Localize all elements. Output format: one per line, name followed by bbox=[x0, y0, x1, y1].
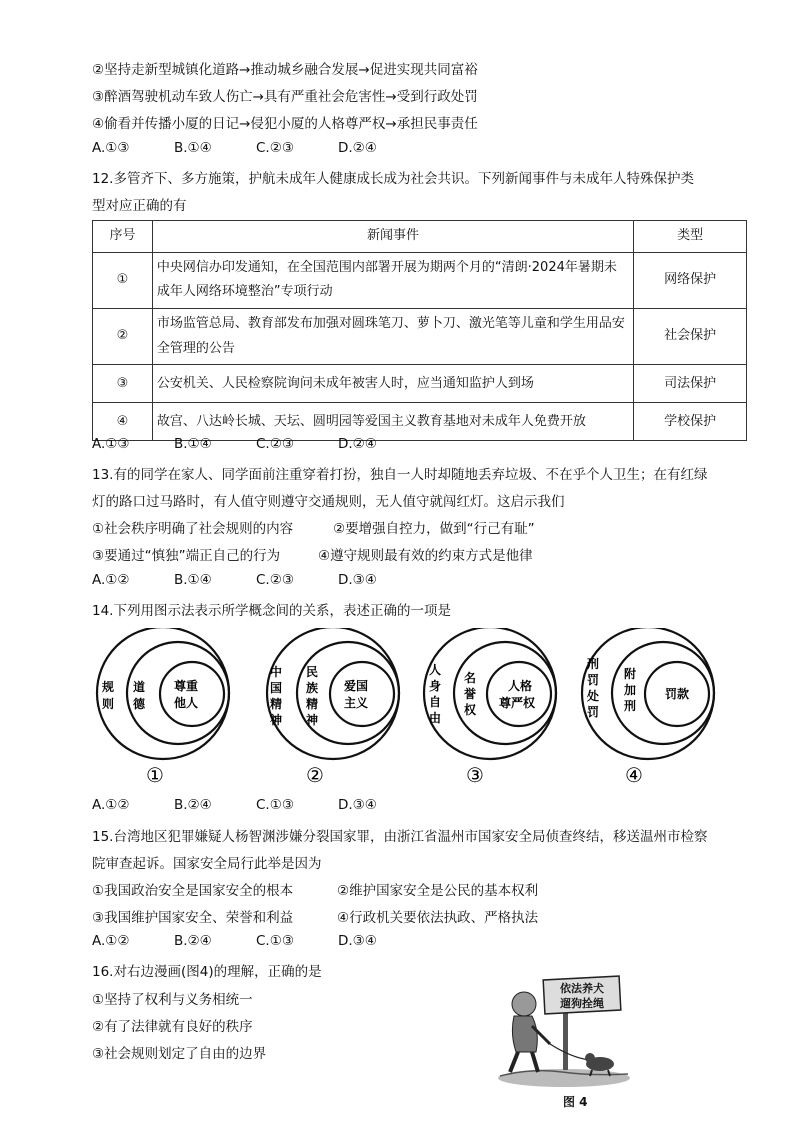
diagram-4-outer-char: 罚 bbox=[587, 673, 600, 687]
diagram-3-middle-char: 誉 bbox=[464, 687, 477, 701]
table-row bbox=[93, 365, 747, 403]
diagram-3-outer-char: 身 bbox=[429, 679, 442, 693]
diagram-4-outer-char: 刑 bbox=[587, 657, 600, 671]
header-type: 类型 bbox=[634, 221, 747, 253]
prev-item-4: ④偷看并传播小厦的日记→侵犯小厦的人格尊严权→承担民事责任 bbox=[92, 116, 478, 132]
q11-option-b[interactable]: B.①④ bbox=[174, 140, 212, 156]
row-type: 网络保护 bbox=[634, 252, 747, 308]
diagram-2-outer-char: 神 bbox=[270, 713, 283, 727]
diagram-2 bbox=[267, 628, 399, 787]
header-event: 新闻事件 bbox=[152, 221, 633, 253]
diagram-3-inner-line: 人格 bbox=[508, 679, 533, 693]
diagram-3-outer-char: 人 bbox=[429, 663, 442, 677]
diagram-2-outer-char: 中 bbox=[270, 665, 283, 679]
q15-option-c[interactable]: C.①③ bbox=[256, 933, 294, 949]
diagram-4-outer-char: 处 bbox=[587, 689, 600, 703]
q13-option-b[interactable]: B.①④ bbox=[174, 572, 212, 588]
q12-option-b[interactable]: B.①④ bbox=[174, 436, 212, 452]
q12-option-c[interactable]: C.②③ bbox=[256, 436, 294, 452]
q13-options bbox=[92, 572, 420, 588]
diagram-3-middle-char: 权 bbox=[464, 703, 477, 717]
diagram-2-outer-char: 精 bbox=[270, 697, 283, 711]
q11-option-c[interactable]: C.②③ bbox=[256, 140, 294, 156]
diagram-1 bbox=[97, 628, 229, 787]
diagram-1-middle-char: 德 bbox=[133, 697, 146, 711]
q15-option-b[interactable]: B.②④ bbox=[174, 933, 212, 949]
diagram-4 bbox=[582, 628, 714, 787]
diagram-3 bbox=[424, 628, 556, 787]
row-no: ① bbox=[93, 252, 153, 308]
q11-options bbox=[92, 140, 420, 156]
q15-stem-line1: 15.台湾地区犯罪嫌疑人杨智渊涉嫌分裂国家罪，由浙江省温州市国家安全局侦查终结，移送温州市检察 bbox=[92, 829, 708, 845]
diagram-4-number: ④ bbox=[625, 763, 643, 787]
q16-item-1: ①坚持了权利与义务相统一 bbox=[92, 992, 253, 1008]
q13-item-4: ④遵守规则最有效的约束方式是他律 bbox=[318, 548, 533, 564]
diagram-2-inner-line: 爱国 bbox=[344, 679, 369, 693]
q15-stem-line2: 院审查起诉。国家安全局行此举是因为 bbox=[92, 856, 322, 872]
diagram-4-inner-line: 罚款 bbox=[665, 687, 690, 701]
row-no: ② bbox=[93, 309, 153, 365]
q12-stem-line1: 12.多管齐下、多方施策，护航未成年人健康成长成为社会共识。下列新闻事件与未成年人特殊保护类 bbox=[92, 171, 694, 187]
comic-illustration bbox=[492, 972, 632, 1090]
q12-news-table bbox=[92, 220, 747, 441]
q13-option-c[interactable]: C.②③ bbox=[256, 572, 294, 588]
q13-item-3: ③要通过“慎独”端正自己的行为 bbox=[92, 548, 281, 564]
q16-stem: 16.对右边漫画(图4)的理解，正确的是 bbox=[92, 964, 322, 980]
q13-stem-line1: 13.有的同学在家人、同学面前注重穿着打扮，独自一人时却随地丢弃垃圾、不在乎个人卫生；在有红绿 bbox=[92, 467, 708, 483]
row-event: 市场监管总局、教育部发布加强对圆珠笔刀、萝卜刀、激光笔等儿童和学生用品安全管理的公告 bbox=[152, 309, 633, 365]
diagram-1-number: ① bbox=[146, 763, 164, 787]
q11-option-d[interactable]: D.②④ bbox=[338, 140, 377, 156]
row-no: ③ bbox=[93, 365, 153, 403]
prev-item-2: ②坚持走新型城镇化道路→推动城乡融合发展→促进实现共同富裕 bbox=[92, 62, 478, 78]
diagram-3-number: ③ bbox=[466, 763, 484, 787]
q14-concept-diagrams bbox=[88, 628, 728, 788]
diagram-4-middle-char: 附 bbox=[624, 667, 637, 681]
q14-option-a[interactable]: A.①② bbox=[92, 797, 130, 813]
diagram-3-middle-char: 名 bbox=[464, 671, 477, 685]
q12-option-a[interactable]: A.①③ bbox=[92, 436, 130, 452]
diagram-3-outer-char: 由 bbox=[429, 711, 442, 725]
diagram-2-middle-char: 精 bbox=[306, 697, 319, 711]
comic-sign-line1: 依法养犬 bbox=[560, 982, 604, 995]
q15-item-3: ③我国维护国家安全、荣誉和利益 bbox=[92, 910, 294, 926]
table-header-row bbox=[93, 221, 747, 253]
diagram-2-outer-char: 国 bbox=[270, 681, 283, 695]
diagram-2-middle-char: 民 bbox=[306, 665, 319, 679]
q15-item-2: ②维护国家安全是公民的基本权利 bbox=[337, 883, 539, 899]
q15-item-1: ①我国政治安全是国家安全的根本 bbox=[92, 883, 294, 899]
q14-stem: 14.下列用图示法表示所学概念间的关系，表述正确的一项是 bbox=[92, 603, 451, 619]
q15-option-d[interactable]: D.③④ bbox=[338, 933, 377, 949]
table-row bbox=[93, 252, 747, 308]
q11-option-a[interactable]: A.①③ bbox=[92, 140, 130, 156]
comic-caption: 图 4 bbox=[563, 1095, 588, 1109]
diagram-3-outer-char: 自 bbox=[429, 695, 442, 709]
row-event: 故宫、八达岭长城、天坛、圆明园等爱国主义教育基地对未成年人免费开放 bbox=[152, 403, 633, 441]
row-type: 学校保护 bbox=[634, 403, 747, 441]
diagram-2-number: ② bbox=[306, 763, 324, 787]
q13-item-2: ②要增强自控力，做到“行己有耻” bbox=[333, 521, 535, 537]
row-type: 司法保护 bbox=[634, 365, 747, 403]
row-event: 公安机关、人民检察院询问未成年被害人时，应当通知监护人到场 bbox=[152, 365, 633, 403]
diagram-2-inner-line: 主义 bbox=[344, 696, 369, 710]
q14-option-d[interactable]: D.③④ bbox=[338, 797, 377, 813]
table-row bbox=[93, 309, 747, 365]
q14-option-c[interactable]: C.①③ bbox=[256, 797, 294, 813]
diagram-3-inner-line: 尊严权 bbox=[499, 696, 536, 710]
q12-option-d[interactable]: D.②④ bbox=[338, 436, 377, 452]
header-no: 序号 bbox=[93, 221, 153, 253]
q15-options bbox=[92, 933, 420, 949]
row-event: 中央网信办印发通知，在全国范围内部署开展为期两个月的“清朗·2024年暑期未成年人网络环境整治”专项行动 bbox=[152, 252, 633, 308]
diagram-2-middle-char: 神 bbox=[306, 713, 319, 727]
q15-option-a[interactable]: A.①② bbox=[92, 933, 130, 949]
q14-option-b[interactable]: B.②④ bbox=[174, 797, 212, 813]
q12-options bbox=[92, 436, 420, 452]
q15-item-4: ④行政机关要依法执政、严格执法 bbox=[337, 910, 539, 926]
q13-option-d[interactable]: D.③④ bbox=[338, 572, 377, 588]
row-type: 社会保护 bbox=[634, 309, 747, 365]
diagram-4-outer-char: 罚 bbox=[587, 705, 600, 719]
diagram-4-middle-char: 刑 bbox=[624, 699, 637, 713]
diagram-2-middle-char: 族 bbox=[306, 681, 319, 695]
q14-options bbox=[92, 797, 420, 813]
q13-item-1: ①社会秩序明确了社会规则的内容 bbox=[92, 521, 294, 537]
diagram-4-middle-char: 加 bbox=[624, 683, 637, 697]
comic-sign-line2: 遛狗拴绳 bbox=[560, 997, 604, 1010]
diagram-1-outer-char: 规 bbox=[102, 680, 115, 694]
q13-option-a[interactable]: A.①② bbox=[92, 572, 130, 588]
q13-stem-line2: 灯的路口过马路时，有人值守则遵守交通规则，无人值守就闯红灯。这启示我们 bbox=[92, 494, 565, 510]
q16-item-2: ②有了法律就有良好的秩序 bbox=[92, 1019, 253, 1035]
q16-item-3: ③社会规则划定了自由的边界 bbox=[92, 1046, 267, 1062]
row-no: ④ bbox=[93, 403, 153, 441]
diagram-1-inner-line: 尊重 bbox=[174, 679, 199, 693]
diagram-1-inner-line: 他人 bbox=[174, 696, 199, 710]
prev-item-3: ③醉酒驾驶机动车致人伤亡→具有严重社会危害性→受到行政处罚 bbox=[92, 89, 478, 105]
q12-stem-line2: 型对应正确的有 bbox=[92, 198, 187, 214]
diagram-1-middle-char: 道 bbox=[133, 680, 146, 694]
diagram-1-outer-char: 则 bbox=[102, 697, 115, 711]
